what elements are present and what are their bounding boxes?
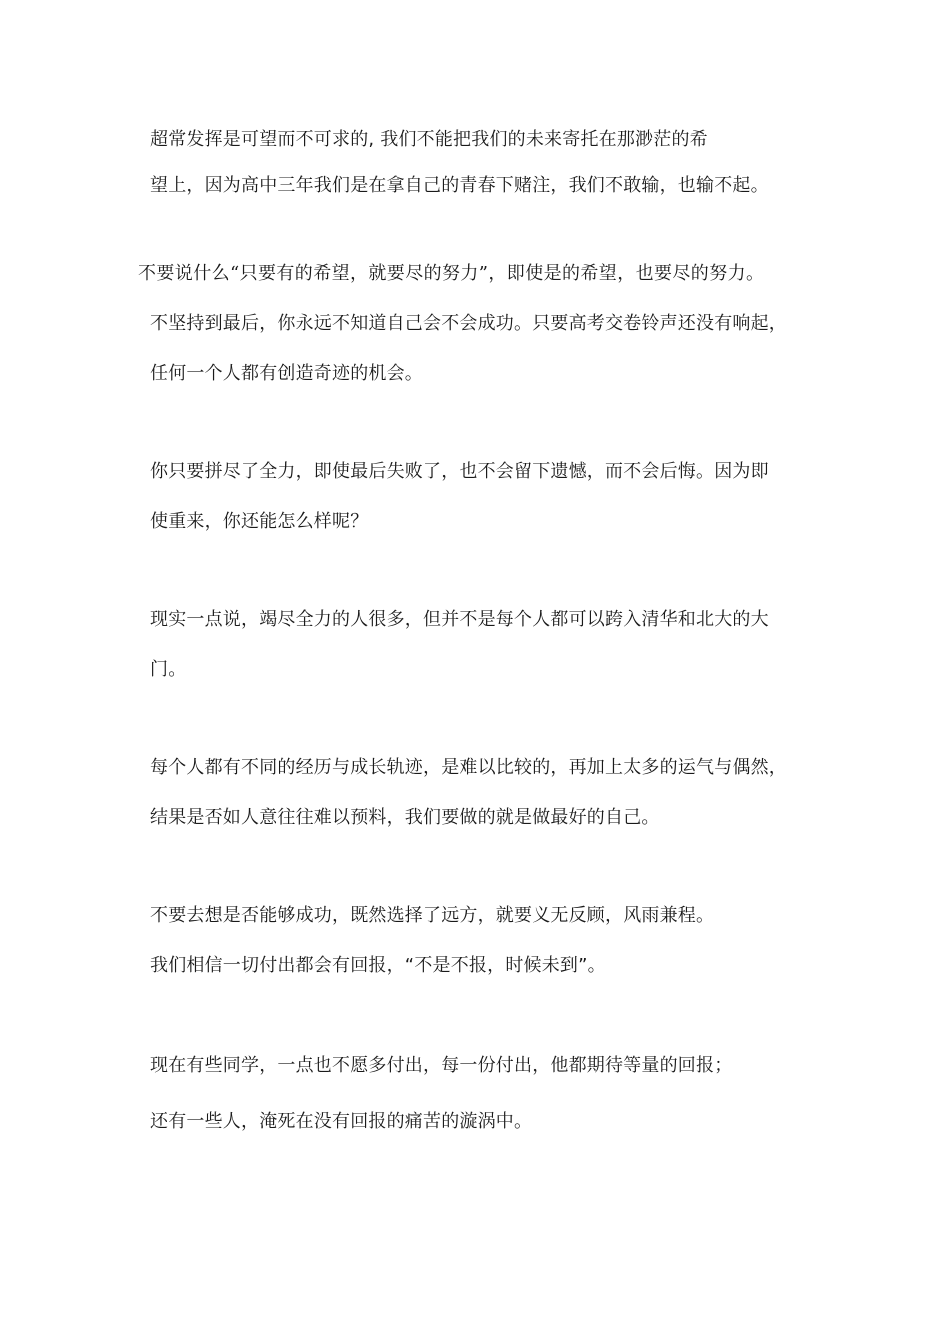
paragraph-line: 不坚持到最后，你永远不知道自己会不会成功。只要高考交卷铃声还没有响起， [150,313,787,334]
paragraph-line: 现在有些同学，一点也不愿多付出，每一份付出，他都期待等量的回报； [150,1055,733,1076]
paragraph-line: 不要去想是否能够成功，既然选择了远方，就要义无反顾，风雨兼程。 [150,905,715,926]
paragraph-line: 不要说什么“只要有的希望，就要尽的努力”，即使是的希望，也要尽的努力。 [138,263,765,284]
paragraph-line: 结果是否如人意往往难以预料，我们要做的就是做最好的自己。 [150,807,660,828]
paragraph-line: 超常发挥是可望而不可求的, 我们不能把我们的未来寄托在那渺茫的希 [150,129,708,150]
paragraph-line: 使重来，你还能怎么样呢？ [150,511,369,532]
paragraph-line: 每个人都有不同的经历与成长轨迹，是难以比较的，再加上太多的运气与偶然， [150,757,787,778]
paragraph-line: 还有一些人，淹死在没有回报的痛苦的漩涡中。 [150,1111,533,1132]
paragraph-line: 你只要拼尽了全力，即使最后失败了，也不会留下遗憾，而不会后悔。因为即 [150,461,769,482]
paragraph-line: 现实一点说，竭尽全力的人很多，但并不是每个人都可以跨入清华和北大的大 [150,609,769,630]
paragraph-line: 门。 [150,659,187,680]
paragraph-line: 任何一个人都有创造奇迹的机会。 [150,363,423,384]
paragraph-line: 望上，因为高中三年我们是在拿自己的青春下赌注，我们不敢输，也输不起。 [150,175,769,196]
paragraph-line: 我们相信一切付出都会有回报，“不是不报，时候未到”。 [150,955,606,976]
